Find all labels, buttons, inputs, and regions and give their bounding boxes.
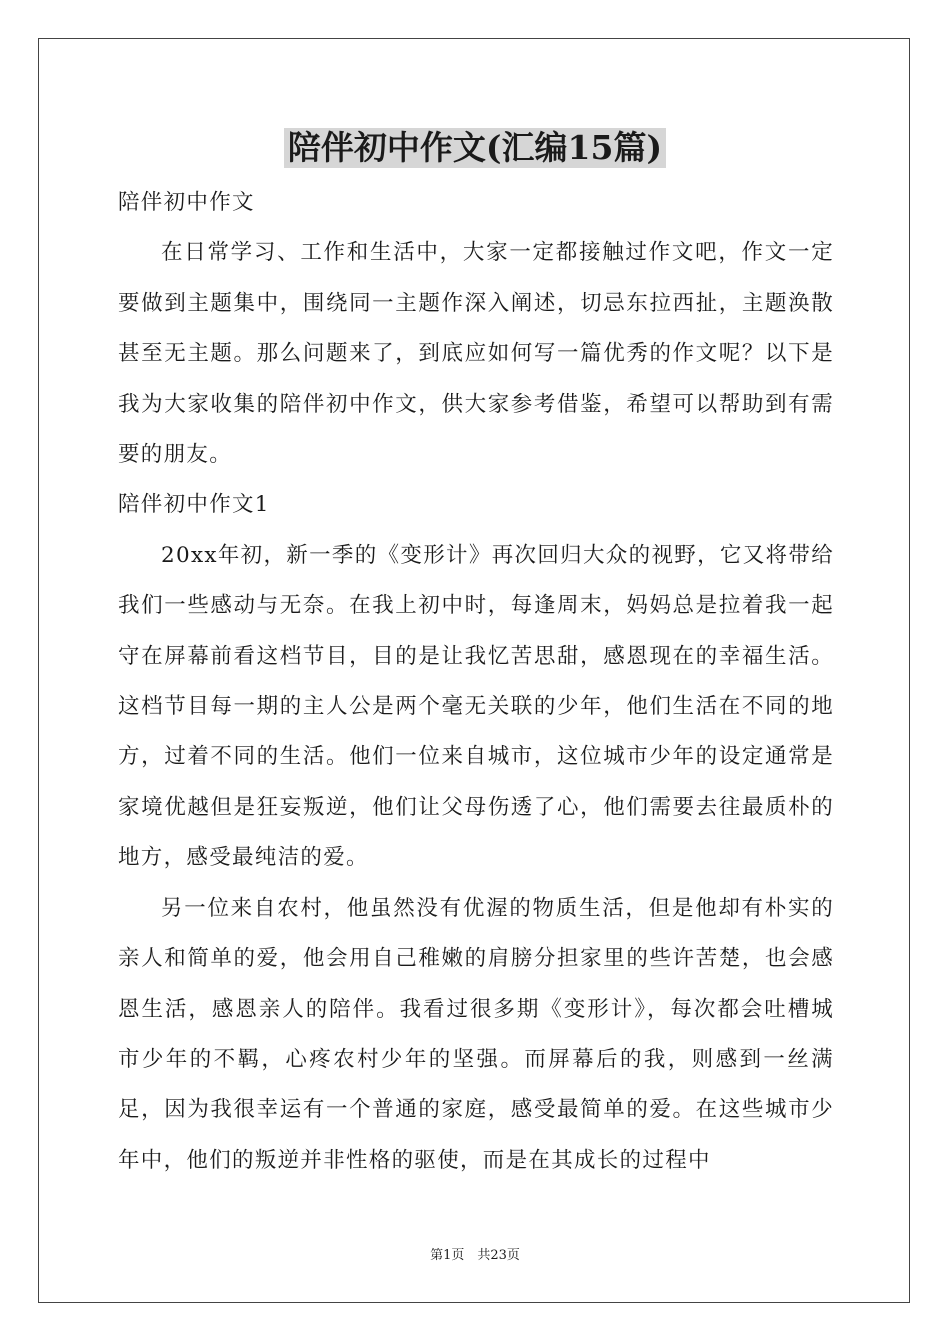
document-title: 陪伴初中作文(汇编15篇) [284, 128, 666, 168]
section-heading: 陪伴初中作文1 [118, 492, 270, 518]
paragraph: 20xx年初，新一季的《变形计》再次回归大众的视野，它又将带给我们一些感动与无奈。在我上初中时，每逢周末，妈妈总是拉着我一起守在屏幕前看这档节目，目的是让我忆苦思甜，感恩现在的幸福生活。 这档节目每一期的主人公是两个毫无关联的少年，他们生活在不同的地方，过着不同的生活。他们一位来自城市，这位城市少年的设定通常是家境优越但是狂妄叛逆，他们让父母伤透了心，他们需要去往最质朴的地方，感受最纯洁的爱。 [118, 542, 834, 871]
paragraph: 在日常学习、工作和生活中，大家一定都接触过作文吧，作文一定要做到主题集中，围绕同一主题作深入阐述，切忌东拉西扯，主题涣散甚至无主题。那么问题来了，到底应如何写一篇优秀的作文呢？以下是我为大家收集的陪伴初中作文，供大家参考借鉴，希望可以帮助到有需要的朋友。 [118, 240, 834, 468]
title-wrap [0, 128, 950, 168]
section-heading: 陪伴初中作文 [118, 190, 255, 215]
page-footer: 第1页 共23页 [430, 1248, 520, 1263]
document-body [118, 178, 834, 1186]
paragraph: 另一位来自农村，他虽然没有优渥的物质生活，但是他却有朴实的亲人和简单的爱，他会用自己稚嫩的肩膀分担家里的些许苦楚，也会感恩生活，感恩亲人的陪伴。我看过很多期《变形计》，每次都会吐槽城市少年的不羁，心疼农村少年的坚强。而屏幕后的我，则感到一丝满足，因为我很幸运有一个普通的家庭，感受最简单的爱。在这些城市少年中，他们的叛逆并非性格的驱使，而是在其成长的过程中 [118, 895, 834, 1173]
